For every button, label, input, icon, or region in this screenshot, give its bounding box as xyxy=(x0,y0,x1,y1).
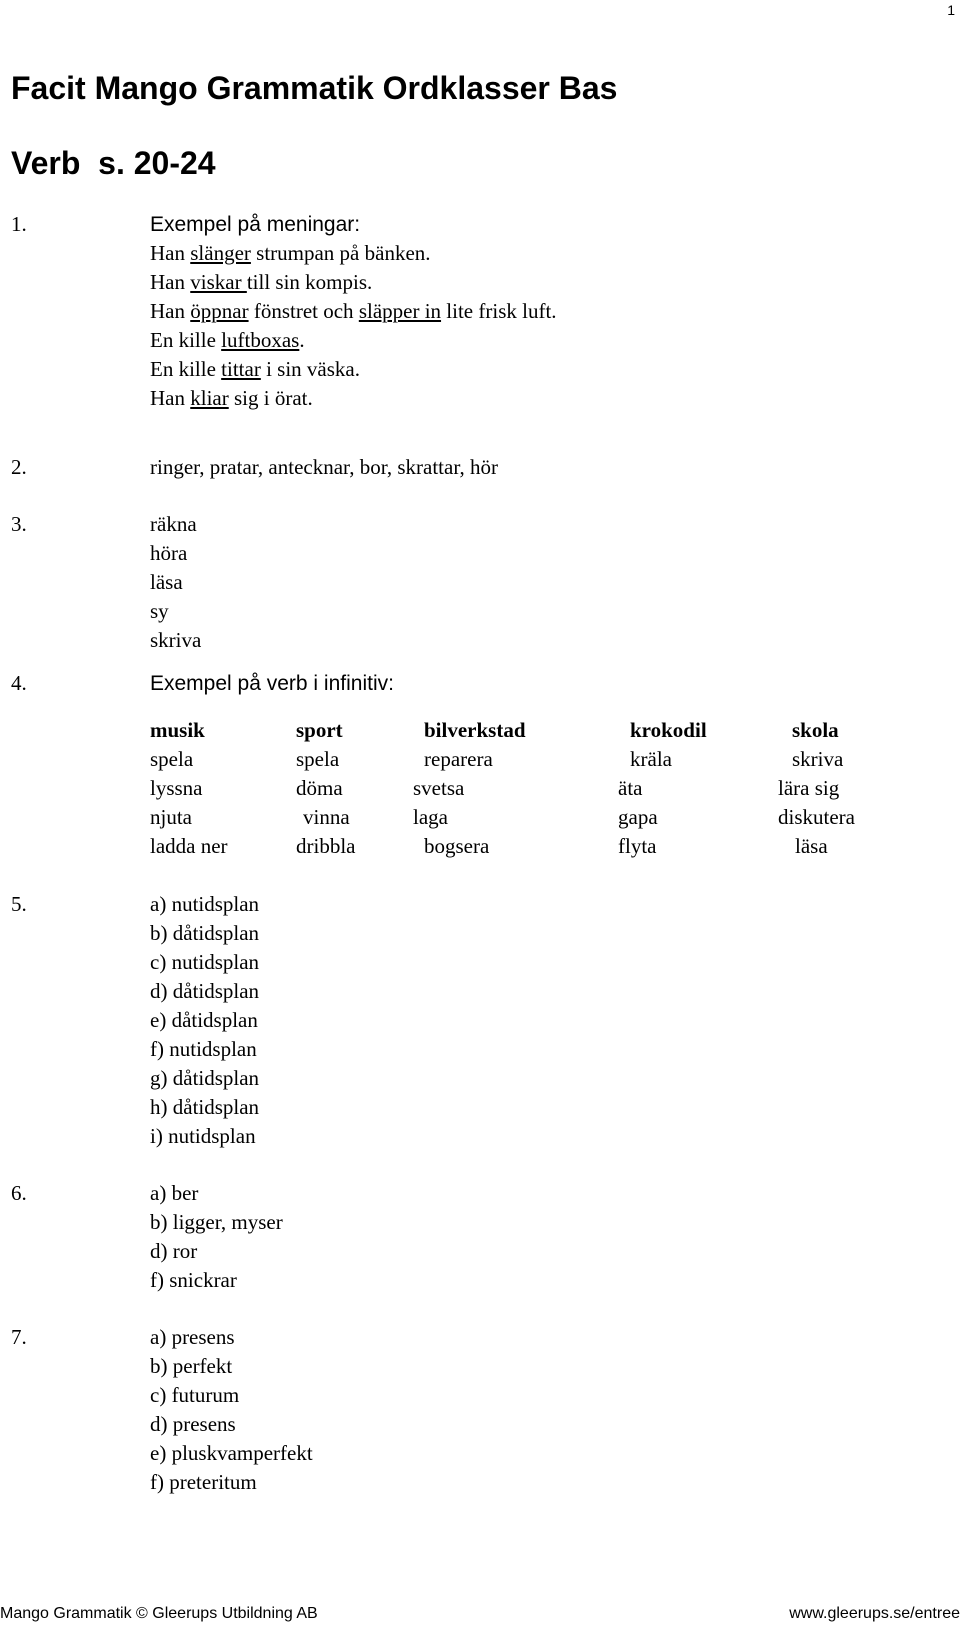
q4-heading-block xyxy=(150,669,394,698)
q4-cell: gapa xyxy=(618,805,658,829)
q3-item: läsa xyxy=(150,570,183,594)
q3-item: räkna xyxy=(150,512,197,536)
q4-cell: dribbla xyxy=(296,834,356,858)
q3-block xyxy=(150,510,201,655)
q1-number: 1. xyxy=(11,212,27,236)
q2-block xyxy=(150,453,498,482)
q7-block xyxy=(150,1323,313,1497)
q6-item: b) ligger, myser xyxy=(150,1210,283,1234)
q1-sentence: En kille tittar i sin väska. xyxy=(150,357,360,381)
q6-number: 6. xyxy=(11,1181,27,1205)
q7-item: c) futurum xyxy=(150,1383,240,1407)
q5-block xyxy=(150,890,259,1151)
q4-cell: laga xyxy=(413,805,448,829)
q4-cell: läsa xyxy=(795,834,828,858)
q4-cell: lyssna xyxy=(150,776,203,800)
q5-item: e) dåtidsplan xyxy=(150,1008,258,1032)
q5-item: a) nutidsplan xyxy=(150,892,260,916)
q2-number: 2. xyxy=(11,455,27,479)
q2-answer: ringer, pratar, antecknar, bor, skrattar, hör xyxy=(150,455,498,479)
q4-cell: reparera xyxy=(424,747,493,771)
q5-item: b) dåtidsplan xyxy=(150,921,260,945)
q3-item: höra xyxy=(150,541,188,565)
q4-cell: skriva xyxy=(792,747,844,771)
q5-item: h) dåtidsplan xyxy=(150,1095,260,1119)
q4-column-bilverkstad xyxy=(413,716,526,861)
q4-column-header: sport xyxy=(296,718,343,742)
q4-cell: döma xyxy=(296,776,343,800)
q4-heading: Exempel på verb i infinitiv: xyxy=(150,672,394,695)
q7-item: e) pluskvamperfekt xyxy=(150,1441,313,1465)
q3-number: 3. xyxy=(11,512,27,536)
q7-item: b) perfekt xyxy=(150,1354,233,1378)
q6-item: f) snickrar xyxy=(150,1268,237,1292)
q4-cell: diskutera xyxy=(778,805,855,829)
q4-cell: svetsa xyxy=(413,776,465,800)
q4-column-header: musik xyxy=(150,718,205,742)
q3-item: skriva xyxy=(150,628,202,652)
q4-cell: flyta xyxy=(618,834,657,858)
footer-copyright: Mango Grammatik © Gleerups Utbildning AB xyxy=(0,1605,318,1622)
q4-number: 4. xyxy=(11,671,27,695)
q4-cell: ladda ner xyxy=(150,834,228,858)
q1-block xyxy=(150,210,557,413)
q5-item: f) nutidsplan xyxy=(150,1037,257,1061)
q4-column-header: bilverkstad xyxy=(424,718,526,742)
q7-item: a) presens xyxy=(150,1325,235,1349)
q1-sentence: Han öppnar fönstret och släpper in lite frisk luft. xyxy=(150,299,557,323)
q4-column-sport xyxy=(296,716,355,861)
q3-item: sy xyxy=(150,599,169,623)
q5-item: i) nutidsplan xyxy=(150,1124,256,1148)
q4-cell: bogsera xyxy=(424,834,490,858)
q7-item: d) presens xyxy=(150,1412,236,1436)
q5-item: g) dåtidsplan xyxy=(150,1066,260,1090)
q4-column-krokodil xyxy=(618,716,707,861)
page-number: 1 xyxy=(947,2,955,18)
q5-item: c) nutidsplan xyxy=(150,950,260,974)
q1-heading: Exempel på meningar: xyxy=(150,213,361,236)
q4-cell: spela xyxy=(296,747,340,771)
q4-cell: lära sig xyxy=(778,776,840,800)
q5-number: 5. xyxy=(11,892,27,916)
q4-column-header: skola xyxy=(792,718,839,742)
footer-website: www.gleerups.se/entree xyxy=(789,1605,960,1622)
q4-cell: njuta xyxy=(150,805,192,829)
q4-column-header: krokodil xyxy=(630,718,707,742)
q1-sentence: Han kliar sig i örat. xyxy=(150,386,313,410)
q6-item: a) ber xyxy=(150,1181,199,1205)
q5-item: d) dåtidsplan xyxy=(150,979,260,1003)
q7-number: 7. xyxy=(11,1325,27,1349)
q1-sentence: Han slänger strumpan på bänken. xyxy=(150,241,431,265)
q4-column-musik xyxy=(150,716,228,861)
q4-cell: äta xyxy=(618,776,643,800)
q1-sentence: En kille luftboxas. xyxy=(150,328,305,352)
section-title: Verb s. 20-24 xyxy=(11,145,216,181)
q4-column-skola xyxy=(778,716,855,861)
q6-block xyxy=(150,1179,283,1295)
q6-item: d) ror xyxy=(150,1239,198,1263)
document-title: Facit Mango Grammatik Ordklasser Bas xyxy=(11,70,618,106)
q4-cell: vinna xyxy=(303,805,350,829)
q4-cell: spela xyxy=(150,747,194,771)
q7-item: f) preteritum xyxy=(150,1470,257,1494)
q4-cell: kräla xyxy=(630,747,672,771)
q1-sentence: Han viskar till sin kompis. xyxy=(150,270,373,294)
